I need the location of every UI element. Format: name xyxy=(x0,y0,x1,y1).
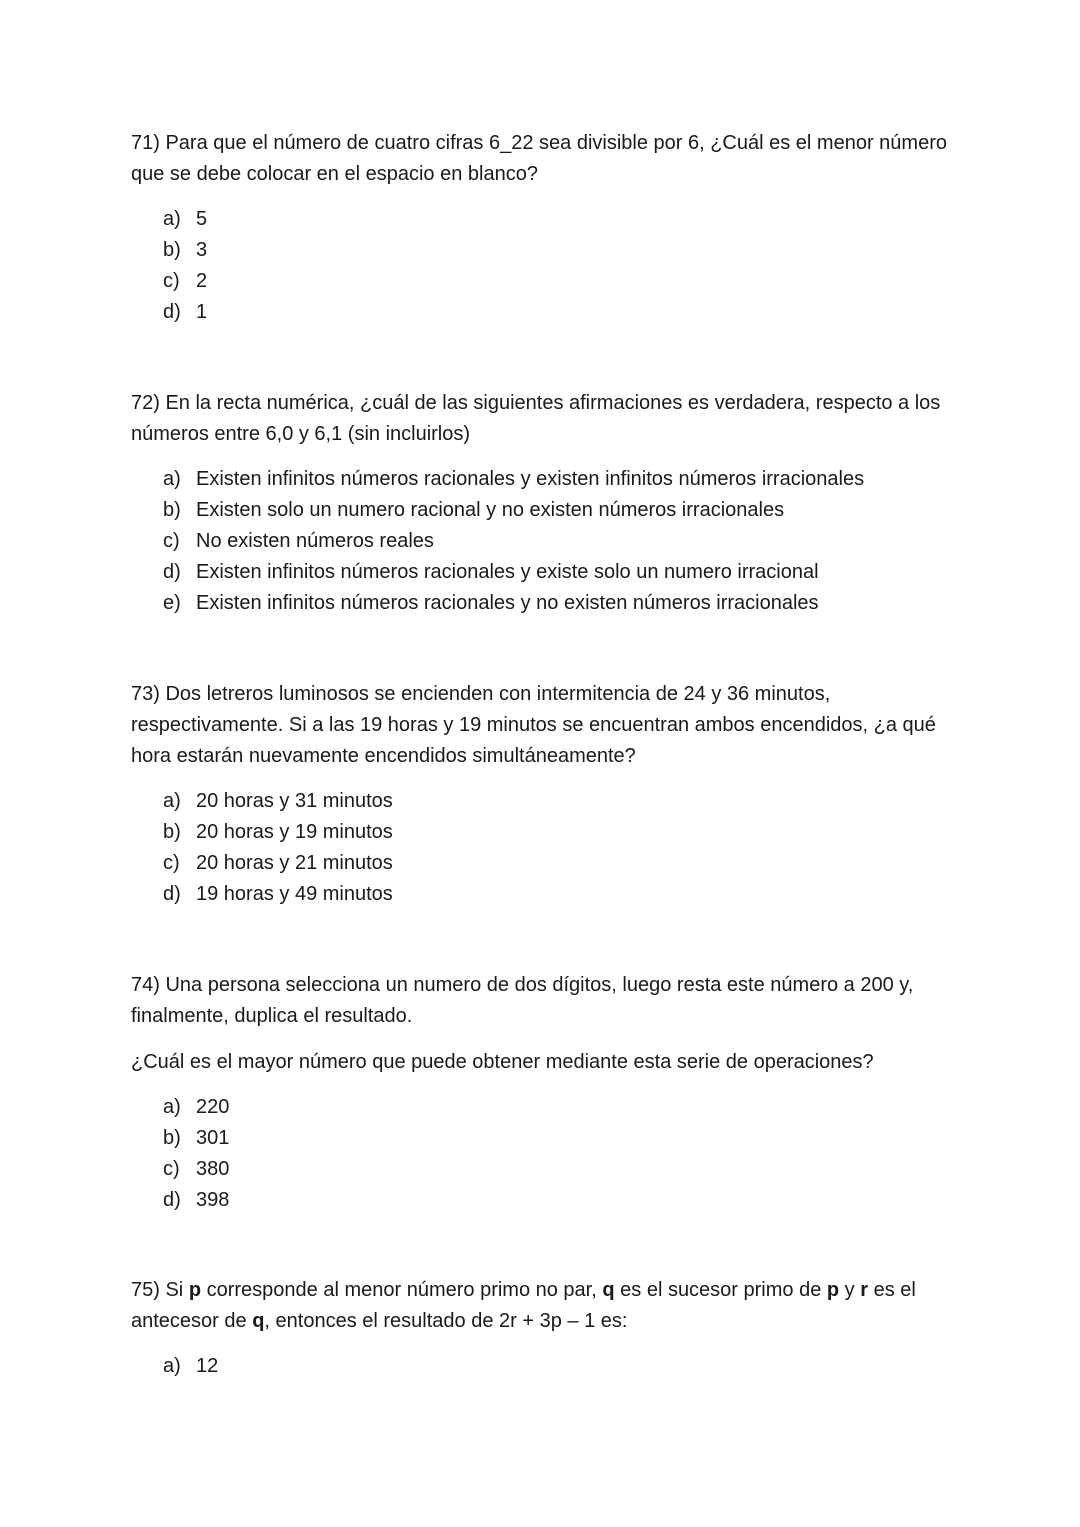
options-list xyxy=(131,1351,961,1382)
option-a: a) 12 xyxy=(163,1355,219,1377)
question-stem-2: ¿Cuál es el mayor número que puede obtener mediante esta serie de operaciones? xyxy=(131,1051,874,1073)
option-d: d) Existen infinitos números racionales y existe solo un numero irracional xyxy=(163,561,819,583)
option-b: b) 301 xyxy=(163,1127,230,1149)
option-d: d) 1 xyxy=(163,301,208,323)
options-list xyxy=(131,204,961,328)
question-stem: 72) En la recta numérica, ¿cuál de las siguientes afirmaciones es verdadera, respecto a los números entre 6,0 y 6,1 (sin incluirlos) xyxy=(131,392,941,445)
option-c: c) 2 xyxy=(163,270,208,292)
question-stem: 71) Para que el número de cuatro cifras 6_22 sea divisible por 6, ¿Cuál es el menor número que se debe colocar en el espacio en blanco? xyxy=(131,132,947,185)
question-72 xyxy=(131,388,961,619)
option-a: a) Existen infinitos números racionales y existen infinitos números irracionales xyxy=(163,468,865,490)
option-c: c) 20 horas y 21 minutos xyxy=(163,852,393,874)
question-stem: 74) Una persona selecciona un numero de dos dígitos, luego resta este número a 200 y, finalmente, duplica el resultado. xyxy=(131,974,914,1027)
option-b: b) Existen solo un numero racional y no existen números irracionales xyxy=(163,499,785,521)
option-a: a) 20 horas y 31 minutos xyxy=(163,790,393,812)
options-list xyxy=(131,786,961,910)
option-d: d) 398 xyxy=(163,1189,230,1211)
option-b: b) 3 xyxy=(163,239,208,261)
question-71 xyxy=(131,128,961,328)
option-d: d) 19 horas y 49 minutos xyxy=(163,883,393,905)
question-73 xyxy=(131,679,961,910)
question-stem: 73) Dos letreros luminosos se encienden con intermitencia de 24 y 36 minutos, respectivamente. Si a las 19 horas y 19 minutos se encuentran ambos encendidos, ¿a qué hora estarán nuevamente encendidos simultáneamente? xyxy=(131,683,936,767)
question-stem: 75) Si p corresponde al menor número primo no par, q es el sucesor primo de p y r es el antecesor de q, entonces el resultado de 2r + 3p – 1 es: xyxy=(131,1279,916,1332)
options-list xyxy=(131,1092,961,1216)
option-b: b) 20 horas y 19 minutos xyxy=(163,821,393,843)
question-75 xyxy=(131,1275,961,1382)
option-c: c) 380 xyxy=(163,1158,230,1180)
option-e: e) Existen infinitos números racionales y no existen números irracionales xyxy=(163,592,819,614)
question-74 xyxy=(131,970,961,1216)
options-list xyxy=(131,464,961,619)
option-a: a) 220 xyxy=(163,1096,230,1118)
option-c: c) No existen números reales xyxy=(163,530,434,552)
option-a: a) 5 xyxy=(163,208,208,230)
